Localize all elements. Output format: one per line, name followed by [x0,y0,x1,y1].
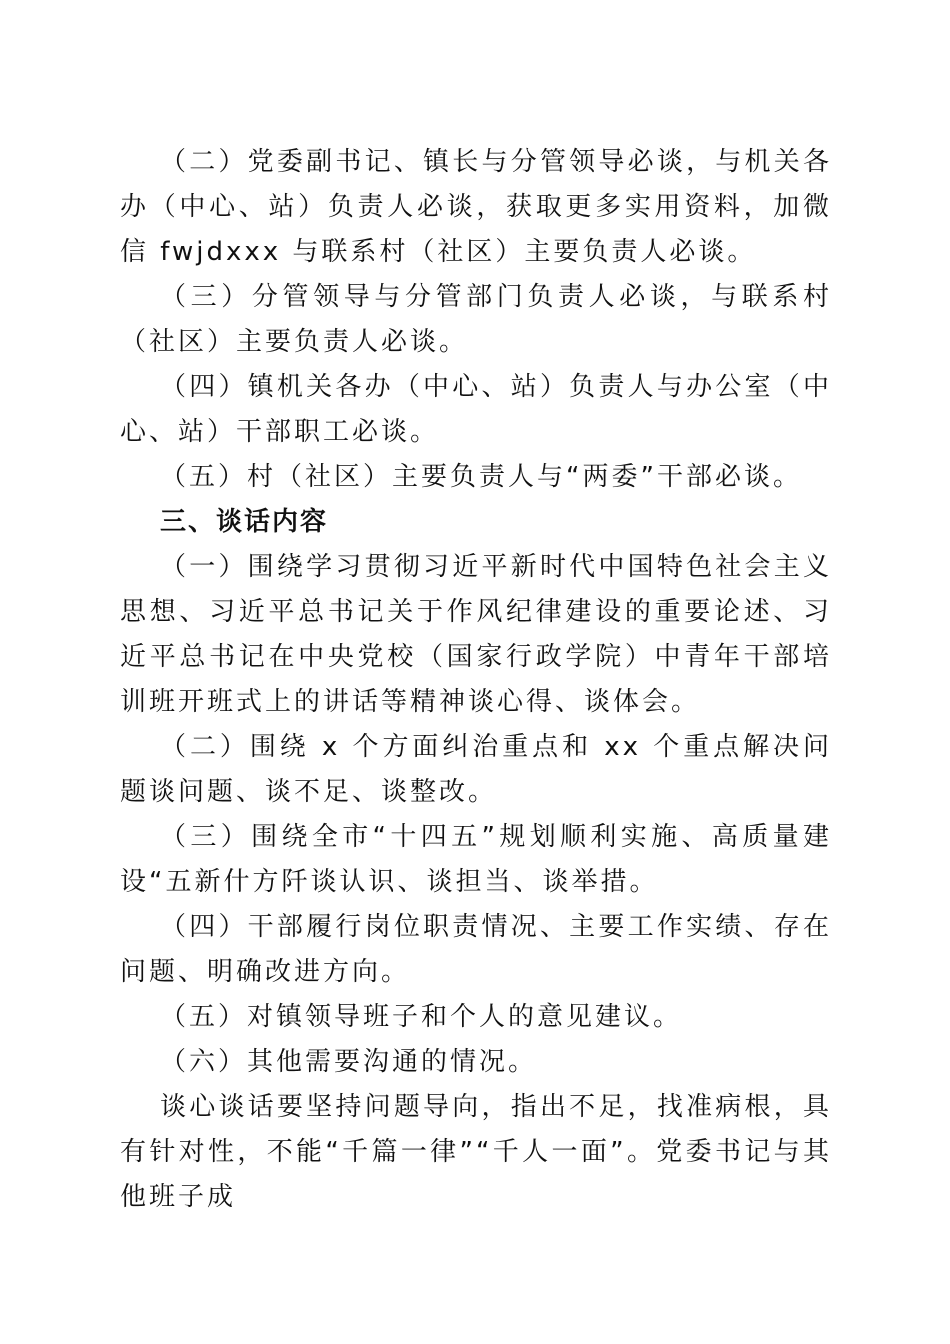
paragraph-content-suggestions: （五）对镇领导班子和个人的意见建议。 [160,1002,683,1032]
section-heading-talk-content: 三、谈话内容 [160,507,329,537]
paragraph-village-talks: （五）村（社区）主要负责人与“两委”干部必谈。 [160,462,802,492]
paragraph-problem-orientation: 谈心谈话要坚持问题导向，指出不足，找准病根，具有针对性，不能“千篇一律”“千人一面”。党委书记与其他班子成 [120,1092,832,1212]
paragraph-department-talks: （三）分管领导与分管部门负责人必谈，与联系村（社区）主要负责人必谈。 [120,282,832,357]
paragraph-office-talks: （四）镇机关各办（中心、站）负责人与办公室（中心、站）干部职工必谈。 [120,372,832,447]
paragraph-content-problems: （二）围绕 x 个方面纠治重点和 xx 个重点解决问题谈问题、谈不足、谈整改。 [120,732,832,807]
paragraph-leader-talks: （二）党委副书记、镇长与分管领导必谈，与机关各办（中心、站）负责人必谈，获取更多实用资料，加微信 fwjdxxx 与联系村（社区）主要负责人必谈。 [120,147,832,267]
paragraph-content-study: （一）围绕学习贯彻习近平新时代中国特色社会主义思想、习近平总书记关于作风纪律建设的重要论述、习近平总书记在中央党校（国家行政学院）中青年干部培训班开班式上的讲话等精神谈心得、谈体会。 [120,552,832,717]
document-body [120,140,832,1220]
paragraph-content-other: （六）其他需要沟通的情况。 [160,1047,538,1077]
paragraph-content-duties: （四）干部履行岗位职责情况、主要工作实绩、存在问题、明确改进方向。 [120,912,832,987]
paragraph-content-planning: （三）围绕全市“十四五”规划顺利实施、高质量建设“五新什方阡谈认识、谈担当、谈举措。 [120,822,832,897]
